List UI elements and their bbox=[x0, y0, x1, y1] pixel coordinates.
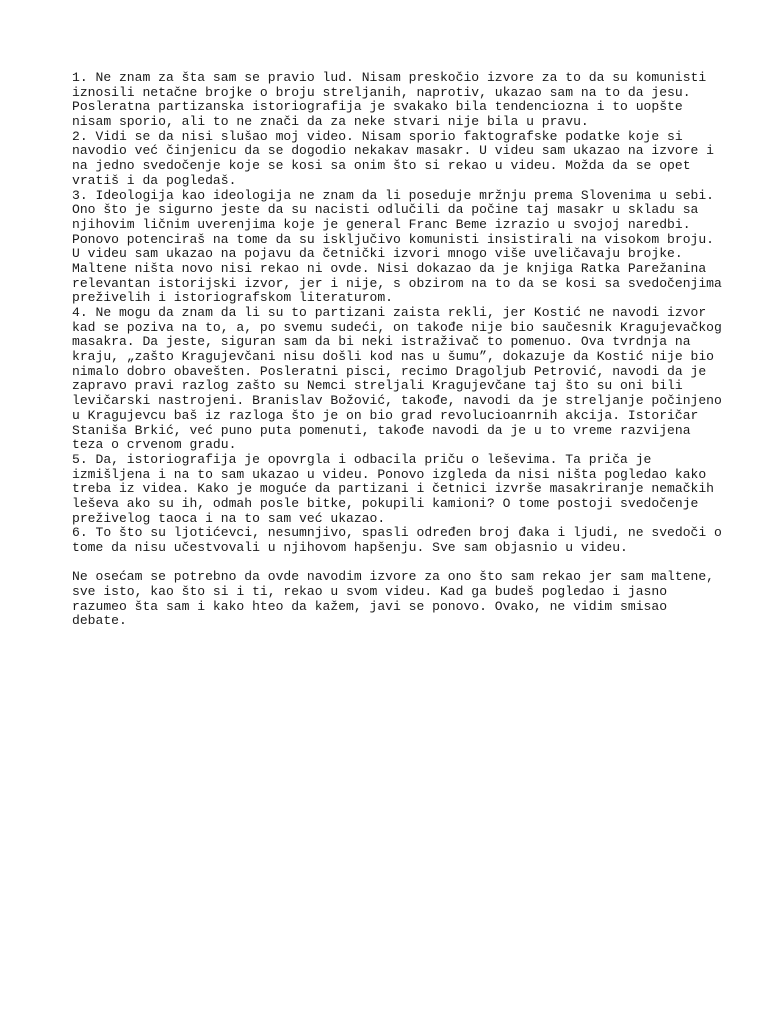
text-line: izmišljena i na to sam ukazao u videu. Ponovo izgleda da nisi ništa pogledao kako bbox=[72, 466, 707, 482]
text-line: njihovim ličnim uverenjima koje je general Franc Beme izrazio u svojoj naredbi. bbox=[72, 216, 691, 232]
text-line: sve isto, kao što si i ti, rekao u svom videu. Kad ga budeš pogledao i jasno bbox=[72, 584, 668, 600]
text-line: Ono što je sigurno jeste da su nacisti odlučili da počine taj masakr u skladu sa bbox=[72, 202, 699, 218]
text-line: 1. Ne znam za šta sam se pravio lud. Nisam preskočio izvore za to da su komunisti bbox=[72, 70, 707, 85]
text-line: zapravo pravi razlog zašto su Nemci streljali Kragujevčane taj što su oni bili bbox=[72, 378, 683, 394]
document-page bbox=[72, 70, 722, 629]
text-line: razumeo šta sam i kako hteo da kažem, javi se ponovo. Ovako, ne vidim smisao bbox=[72, 598, 668, 614]
text-line: navodio već činjenicu da se dogodio nekakav masakr. U videu sam ukazao na izvore i bbox=[72, 143, 715, 159]
text-line: masakra. Da jeste, siguran sam da bi neki istraživač to pomenuo. Ova tvrdnja na bbox=[72, 334, 691, 350]
text-line: kad se poziva na to, a, po svemu sudeći, on takođe nije bio saučesnik Kragujevačkog bbox=[72, 319, 722, 335]
text-line: tome da nisu učestvovali u njihovom hapšenju. Sve sam objasnio u videu. bbox=[72, 540, 628, 555]
text-line: Staniša Brkić, već puno puta pomenuti, takođe navodi da je u to vreme razvijena bbox=[72, 422, 691, 438]
text-line: 2. Vidi se da nisi slušao moj video. Nisam sporio faktografske podatke koje si bbox=[72, 128, 683, 144]
text-line: vratiš i da pogledaš. bbox=[72, 172, 237, 188]
text-line: teza o crvenom gradu. bbox=[72, 437, 237, 453]
paragraph-gap bbox=[72, 556, 712, 571]
text-line: iznosili netačne brojke o broju streljanih, naprotiv, ukazao sam na to da jesu. bbox=[72, 84, 691, 100]
text-line: preživelih i istoriografskom literaturom. bbox=[72, 290, 394, 306]
text-line: 5. Da, istoriografija je opovrgla i odbacila priču o leševima. Ta priča je bbox=[72, 451, 652, 467]
text-line: preživelog taoca i na to sam već ukazao. bbox=[72, 510, 386, 526]
text-line: na jedno svedočenje koje se kosi sa onim što si rekao u videu. Možda da se opet bbox=[72, 158, 691, 174]
text-line: nisam sporio, ali to ne znači da za neke stvari nije bila u pravu. bbox=[72, 114, 589, 130]
text-line: U videu sam ukazao na pojavu da četnički izvori mnogo više uveličavaju brojke. bbox=[72, 246, 683, 262]
text-line: treba iz videa. Kako je moguće da partizani i četnici izvrše masakriranje nemačkih bbox=[72, 481, 715, 497]
text-line: Ponovo potenciraš na tome da su isključivo komunisti insistirali na visokom broju. bbox=[72, 231, 715, 247]
text-line: u Kragujevcu baš iz razloga što je on bio grad revolucioanrnih akcija. Istoričar bbox=[72, 407, 699, 423]
text-line: 4. Ne mogu da znam da li su to partizani zaista rekli, jer Kostić ne navodi izvor bbox=[72, 305, 707, 320]
text-line: nimalo dobro obavešten. Posleratni pisci, recimo Dragoljub Petrović, navodi da je bbox=[72, 363, 707, 379]
text-line: relevantan istorijski izvor, jer i nije, s obzirom na to da se kosi sa svedočenjima bbox=[72, 275, 722, 291]
text-line: debate. bbox=[72, 613, 127, 629]
text-line: Maltene ništa novo nisi rekao ni ovde. Nisi dokazao da je knjiga Ratka Parežanina bbox=[72, 260, 707, 276]
text-line: 6. To što su ljotićevci, nesumnjivo, spasli određen broj đaka i ljudi, ne svedoči o bbox=[72, 525, 722, 541]
text-line: Posleratna partizanska istoriografija je svakako bila tendenciozna i to uopšte bbox=[72, 99, 683, 115]
text-line: leševa ako su ih, odmah posle bitke, pokupili kamioni? O tome postoji svedočenje bbox=[72, 495, 699, 511]
text-line: kraju, „zašto Kragujevčani nisu došli kod nas u šumu”, dokazuje da Kostić nije bio bbox=[72, 349, 715, 365]
text-line: Ne osećam se potrebno da ovde navodim izvore za ono što sam rekao jer sam maltene, bbox=[72, 569, 715, 585]
text-line: 3. Ideologija kao ideologija ne znam da li poseduje mržnju prema Slovenima u sebi. bbox=[72, 187, 715, 203]
text-line: levičarski nastrojeni. Branislav Božović, takođe, navodi da je streljanje počinjeno bbox=[72, 393, 722, 409]
